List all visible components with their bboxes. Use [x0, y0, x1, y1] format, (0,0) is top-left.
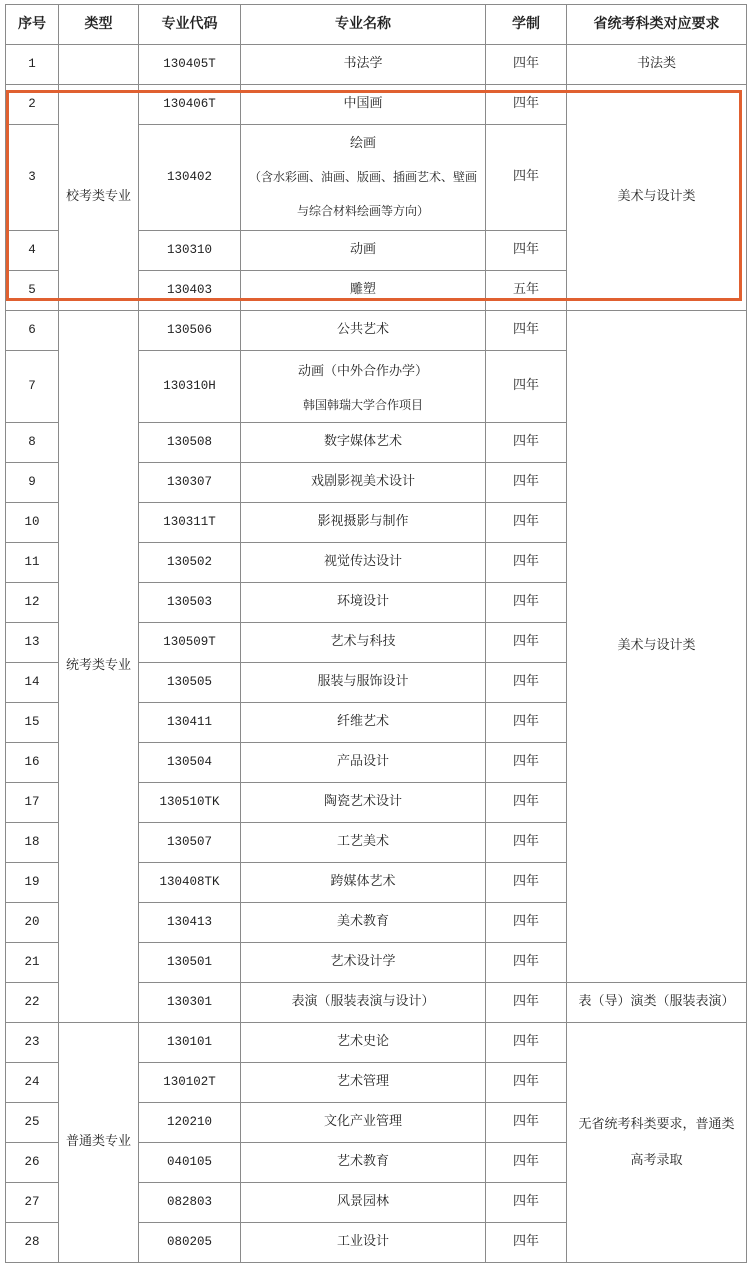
major-name: 动画	[241, 231, 486, 271]
major-name: 环境设计	[241, 583, 486, 623]
study-years: 四年	[486, 85, 567, 125]
requirement-line2: 高考录取	[630, 1152, 683, 1168]
study-years: 四年	[486, 351, 567, 423]
major-name-line3: 与综合材料绘画等方向）	[296, 203, 429, 218]
row-index: 17	[6, 783, 59, 823]
row-index: 20	[6, 903, 59, 943]
row-index: 23	[6, 1023, 59, 1063]
row-index: 2	[6, 85, 59, 125]
major-name-multiline	[241, 125, 486, 231]
study-years: 四年	[486, 463, 567, 503]
major-name: 表演（服装表演与设计）	[241, 983, 486, 1023]
row-index: 25	[6, 1103, 59, 1143]
study-years: 四年	[486, 1143, 567, 1183]
major-name: 艺术与科技	[241, 623, 486, 663]
major-name: 文化产业管理	[241, 1103, 486, 1143]
group-school: 校考类专业	[59, 85, 139, 311]
row-index: 28	[6, 1223, 59, 1263]
major-code: 130405T	[139, 45, 241, 85]
major-name: 美术教育	[241, 903, 486, 943]
major-code: 130509T	[139, 623, 241, 663]
major-code: 040105	[139, 1143, 241, 1183]
major-code: 130408TK	[139, 863, 241, 903]
major-name: 服装与服饰设计	[241, 663, 486, 703]
table-row	[6, 85, 747, 125]
major-code: 120210	[139, 1103, 241, 1143]
major-name: 数字媒体艺术	[241, 423, 486, 463]
row-index: 8	[6, 423, 59, 463]
study-years: 四年	[486, 1103, 567, 1143]
row-index: 12	[6, 583, 59, 623]
study-years: 四年	[486, 623, 567, 663]
major-code: 130510TK	[139, 783, 241, 823]
major-name: 艺术设计学	[241, 943, 486, 983]
requirement-cell	[567, 1023, 747, 1263]
row-index: 16	[6, 743, 59, 783]
study-years: 四年	[486, 45, 567, 85]
major-name-multiline	[241, 351, 486, 423]
row-index: 1	[6, 45, 59, 85]
major-code: 080205	[139, 1223, 241, 1263]
major-name-line2: （含水彩画、油画、版画、插画艺术、壁画	[248, 169, 477, 184]
major-code: 130301	[139, 983, 241, 1023]
table-row	[6, 311, 747, 351]
study-years: 四年	[486, 503, 567, 543]
header-idx: 序号	[6, 5, 59, 45]
row-index: 22	[6, 983, 59, 1023]
major-code: 130502	[139, 543, 241, 583]
row-index: 14	[6, 663, 59, 703]
row-index: 3	[6, 125, 59, 231]
header-row	[6, 5, 747, 45]
major-name: 工业设计	[241, 1223, 486, 1263]
major-code: 130310	[139, 231, 241, 271]
row-index: 24	[6, 1063, 59, 1103]
study-years: 四年	[486, 231, 567, 271]
table-row	[6, 45, 747, 85]
major-name: 艺术教育	[241, 1143, 486, 1183]
header-code: 专业代码	[139, 5, 241, 45]
study-years: 四年	[486, 863, 567, 903]
row-index: 11	[6, 543, 59, 583]
study-years: 四年	[486, 1023, 567, 1063]
group-unified: 统考类专业	[59, 311, 139, 1023]
majors-table	[5, 4, 747, 1263]
study-years: 四年	[486, 583, 567, 623]
study-years: 四年	[486, 703, 567, 743]
major-code: 130507	[139, 823, 241, 863]
study-years: 四年	[486, 125, 567, 231]
major-code: 130508	[139, 423, 241, 463]
major-code: 130307	[139, 463, 241, 503]
major-name: 绘画	[349, 135, 376, 151]
row-index: 7	[6, 351, 59, 423]
major-code: 130101	[139, 1023, 241, 1063]
group-general: 普通类专业	[59, 1023, 139, 1263]
study-years: 四年	[486, 743, 567, 783]
requirement-cell: 表（导）演类（服装表演）	[567, 983, 747, 1023]
major-name: 公共艺术	[241, 311, 486, 351]
study-years: 四年	[486, 543, 567, 583]
header-type: 类型	[59, 5, 139, 45]
major-name: 视觉传达设计	[241, 543, 486, 583]
row-index: 27	[6, 1183, 59, 1223]
study-years: 四年	[486, 1223, 567, 1263]
study-years: 四年	[486, 663, 567, 703]
major-name: 陶瓷艺术设计	[241, 783, 486, 823]
major-name: 戏剧影视美术设计	[241, 463, 486, 503]
study-years: 四年	[486, 983, 567, 1023]
row-index: 9	[6, 463, 59, 503]
major-code: 130406T	[139, 85, 241, 125]
row-index: 13	[6, 623, 59, 663]
major-name: 艺术管理	[241, 1063, 486, 1103]
requirement-cell: 书法类	[567, 45, 747, 85]
requirement-line1: 无省统考科类要求，普通类	[578, 1116, 735, 1132]
major-code: 130506	[139, 311, 241, 351]
major-name: 产品设计	[241, 743, 486, 783]
study-years: 四年	[486, 943, 567, 983]
row-index: 21	[6, 943, 59, 983]
major-name: 影视摄影与制作	[241, 503, 486, 543]
major-code: 130403	[139, 271, 241, 311]
major-name: 风景园林	[241, 1183, 486, 1223]
row-index: 5	[6, 271, 59, 311]
major-name: 工艺美术	[241, 823, 486, 863]
major-name: 书法学	[241, 45, 486, 85]
header-name: 专业名称	[241, 5, 486, 45]
major-name: 艺术史论	[241, 1023, 486, 1063]
major-name: 中国画	[241, 85, 486, 125]
major-name: 纤维艺术	[241, 703, 486, 743]
study-years: 四年	[486, 423, 567, 463]
header-years: 学制	[486, 5, 567, 45]
major-code: 130413	[139, 903, 241, 943]
major-name: 跨媒体艺术	[241, 863, 486, 903]
study-years: 四年	[486, 903, 567, 943]
row-index: 18	[6, 823, 59, 863]
major-code: 130501	[139, 943, 241, 983]
major-name: 动画（中外合作办学）	[297, 363, 428, 379]
study-years: 五年	[486, 271, 567, 311]
study-years: 四年	[486, 823, 567, 863]
major-code: 130505	[139, 663, 241, 703]
major-code: 130102T	[139, 1063, 241, 1103]
row-index: 15	[6, 703, 59, 743]
major-code: 130311T	[139, 503, 241, 543]
study-years: 四年	[486, 1063, 567, 1103]
row-index: 4	[6, 231, 59, 271]
row-index: 10	[6, 503, 59, 543]
requirement-cell: 美术与设计类	[567, 85, 747, 311]
header-requirement: 省统考科类对应要求	[567, 5, 747, 45]
row-index: 6	[6, 311, 59, 351]
major-code: 130310H	[139, 351, 241, 423]
major-code: 130503	[139, 583, 241, 623]
major-name: 雕塑	[241, 271, 486, 311]
row-index: 19	[6, 863, 59, 903]
major-code: 130411	[139, 703, 241, 743]
major-code: 130504	[139, 743, 241, 783]
requirement-cell: 美术与设计类	[567, 311, 747, 983]
table-row	[6, 1023, 747, 1063]
study-years: 四年	[486, 1183, 567, 1223]
study-years: 四年	[486, 783, 567, 823]
major-name-line2: 韩国韩瑞大学合作项目	[302, 397, 423, 412]
type-cell-empty	[59, 45, 139, 85]
major-code: 130402	[139, 125, 241, 231]
major-code: 082803	[139, 1183, 241, 1223]
row-index: 26	[6, 1143, 59, 1183]
study-years: 四年	[486, 311, 567, 351]
